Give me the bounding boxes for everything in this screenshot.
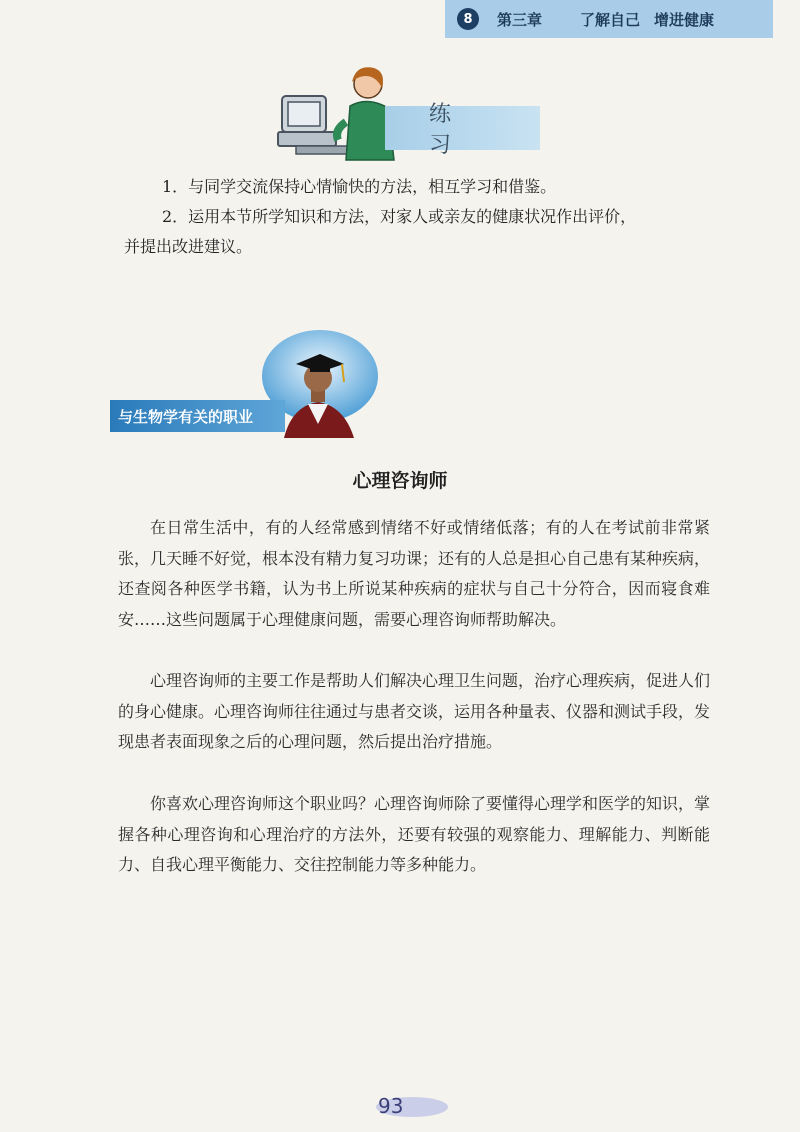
page-number-decoration [360,1085,450,1121]
paragraph-3: 你喜欢心理咨询师这个职业吗？心理咨询师除了要懂得心理学和医学的知识，掌握各种心理咨询和心理治疗的方法外，还要有较强的观察能力、理解能力、判断能力、自我心理平衡能力、交往控制能力等多种能力。 [118,794,711,874]
exercise-item-2: 2．运用本节所学知识和方法，对家人或亲友的健康状况作出评价， [162,207,637,226]
chapter-label: 第三章 [497,10,543,29]
section-title: 心理咨询师 [352,470,448,492]
chapter-header [445,0,773,38]
paragraph-2: 心理咨询师的主要工作是帮助人们解决心理卫生问题，治疗心理疾病，促进人们的身心健康。心理咨询师往往通过与患者交谈，运用各种量表、仪器和测试手段，发现患者表面现象之后的心理问题，然后提出治疗措施。 [118,671,711,751]
chapter-number-badge: 8 [457,8,479,30]
exercise-item-2-cont: 并提出改进建议。 [124,237,253,256]
paragraph-1: 在日常生活中，有的人经常感到情绪不好或情绪低落；有的人在考试前非常紧张，几天睡不好觉，根本没有精力复习功课；还有的人总是担心自己患有某种疾病，还查阅各种医学书籍，认为书上所说某种疾病的症状与自己十分符合，因而寝食难安……这些问题属于心理健康问题，需要心理咨询师帮助解决。 [118,518,711,629]
exercise-item-1: 1．与同学交流保持心情愉快的方法，相互学习和借鉴。 [162,177,557,196]
career-banner: 与生物学有关的职业 [110,400,285,432]
chapter-title-part2: 增进健康 [654,10,715,29]
exercise-banner: 练习 [385,106,540,150]
page-number: 93 [378,1094,404,1118]
chapter-title-part1: 了解自己 [580,10,641,29]
